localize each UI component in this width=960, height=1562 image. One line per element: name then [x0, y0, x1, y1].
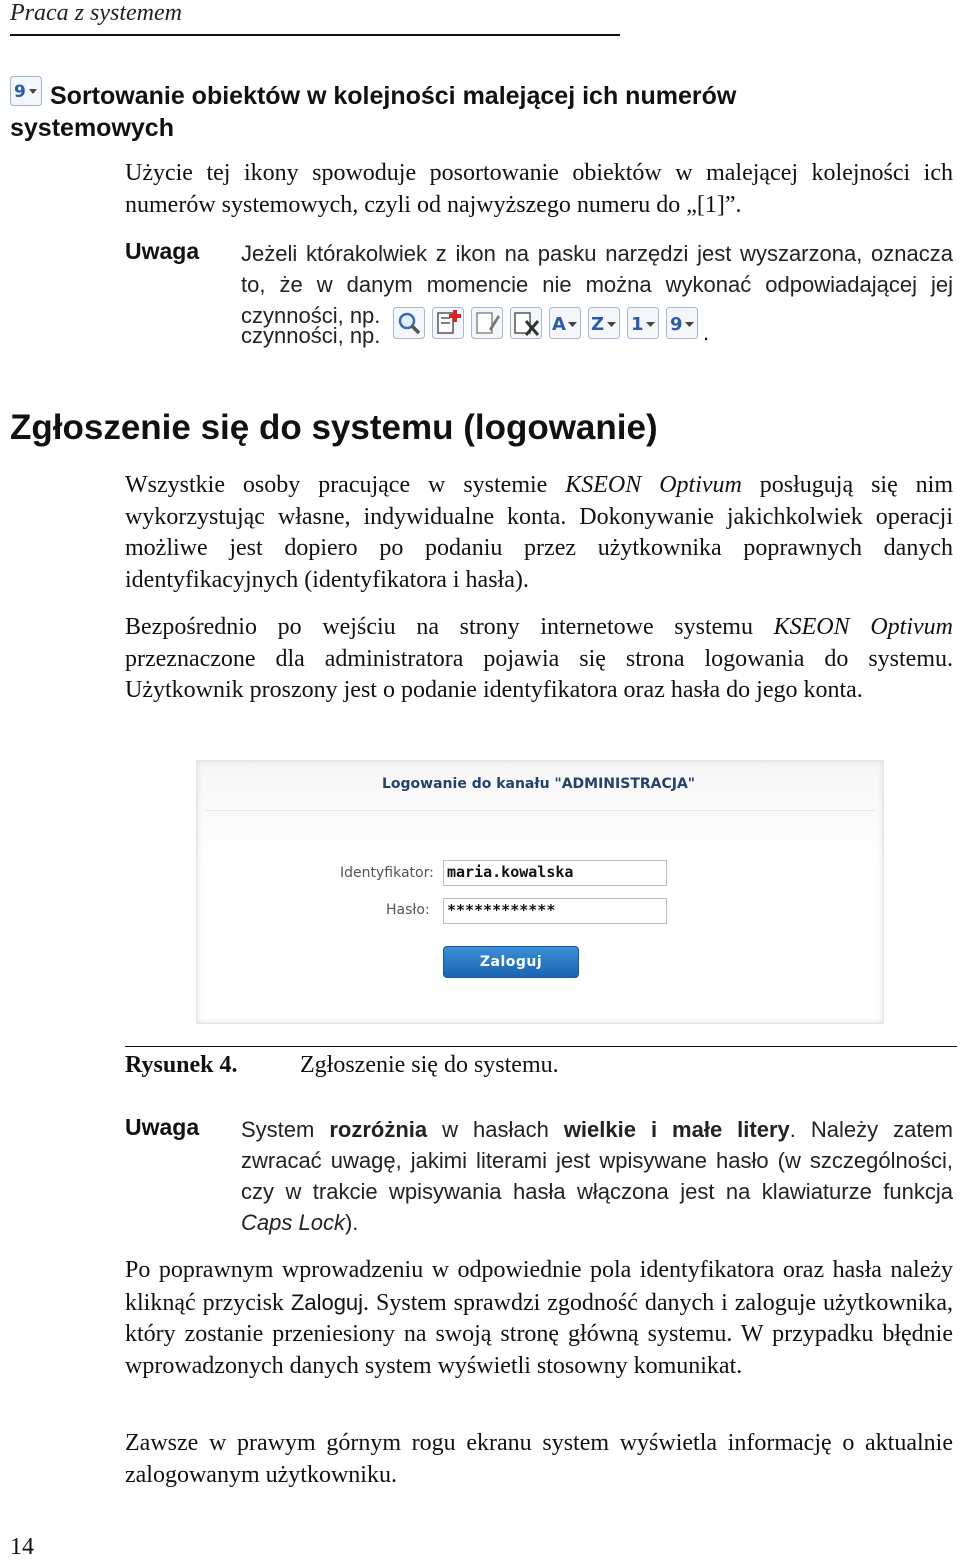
- note-text-2: System rozróżnia w hasłach wielkie i małe litery. Należy zatem zwracać uwagę, jakimi literami jest wpisywane hasło (w szczególności, czy w trakcie wpisywania hasła włączona jest na klawiaturze funkcja Caps Lock).: [241, 1117, 953, 1235]
- login-form-title: Logowanie do kanału "ADMINISTRACJA": [382, 776, 696, 792]
- svg-text:A: A: [552, 314, 566, 335]
- sort-alpha-desc-icon: [588, 307, 620, 339]
- login-button[interactable]: Zaloguj: [443, 946, 579, 978]
- figure-label: Rysunek 4.: [125, 1052, 238, 1078]
- page-number: 14: [10, 1534, 34, 1560]
- sort-num-asc-icon: [627, 307, 659, 339]
- identifier-input[interactable]: maria.kowalska: [443, 860, 667, 886]
- login-screenshot: [196, 760, 884, 1024]
- sort-paragraph: Użycie tej ikony spowoduje posortowanie obiektów w malejącej kolejności ich numerów systemowych, czyli od najwyższego numeru do „[1]”.: [125, 160, 953, 218]
- note-text-line3: czynności, np.: [241, 323, 381, 348]
- section-heading-sort: Sortowanie obiektów w kolejności malejącej ich numerów systemowych: [10, 82, 737, 142]
- after-paragraph-1: Po poprawnym wprowadzeniu w odpowiednie pola identyfikatora oraz hasła należy kliknąć przycisk Zaloguj. System sprawdzi zgodność danych i zaloguje użytkownika, który zostanie przeniesiony na swoją stronę główną systemu. W przypadku błędnie wprowadzonych danych system wyświetli stosowny komunikat.: [125, 1257, 953, 1379]
- identifier-label: Identyfikator:: [340, 865, 434, 881]
- svg-text:9: 9: [14, 82, 26, 102]
- search-icon: [393, 307, 425, 339]
- login-paragraph-2: Bezpośrednio po wejściu na strony internetowe systemu KSEON Optivum przeznaczone dla administratora pojawia się strona logowania do systemu. Użytkownik proszony jest o podanie identyfikatora oraz hasła do jego konta.: [125, 614, 953, 703]
- sort-num-desc-icon: [666, 307, 698, 339]
- svg-text:9: 9: [670, 314, 683, 335]
- header-rule: [10, 34, 620, 36]
- svg-text:1: 1: [631, 314, 644, 335]
- login-paragraph-1: Wszystkie osoby pracujące w systemie KSEON Optivum posługują się nim wykorzystując własne, indywidualne konta. Dokonywanie jakichkolwiek operacji możliwe jest dopiero po podaniu przez użytkownika poprawnych danych identyfikacyjnych (identyfikatora i hasła).: [125, 472, 953, 593]
- add-record-icon: [432, 307, 464, 339]
- running-header: Praca z systemem: [10, 0, 182, 26]
- note-text: Jeżeli którakolwiek z ikon na pasku narzędzi jest wyszarzona, oznacza to, że w danym momencie nie można wykonać odpowiadającej jej czynności, np.: [241, 241, 953, 328]
- note-trailing-dot: .: [703, 320, 710, 345]
- after-paragraph-2: Zawsze w prawym górnym rogu ekranu system wyświetla informację o aktualnie zalogowanym użytkowniku.: [125, 1430, 953, 1488]
- toolbar-icons-example: [393, 306, 698, 340]
- password-label: Hasło:: [386, 902, 430, 918]
- note-label: Uwaga: [125, 238, 200, 264]
- svg-text:Z: Z: [591, 314, 605, 335]
- delete-icon: [510, 307, 542, 339]
- zaloguj-inline: Zaloguj: [290, 1289, 364, 1315]
- note-label-2: Uwaga: [125, 1114, 200, 1140]
- login-title-separator: [205, 810, 875, 811]
- password-input[interactable]: ************: [443, 898, 667, 924]
- sort-alpha-asc-icon: [549, 307, 581, 339]
- figure-caption: Zgłoszenie się do systemu.: [300, 1052, 559, 1078]
- section-heading-login: Zgłoszenie się do systemu (logowanie): [10, 408, 658, 447]
- edit-icon: [471, 307, 503, 339]
- caption-rule: [125, 1046, 957, 1047]
